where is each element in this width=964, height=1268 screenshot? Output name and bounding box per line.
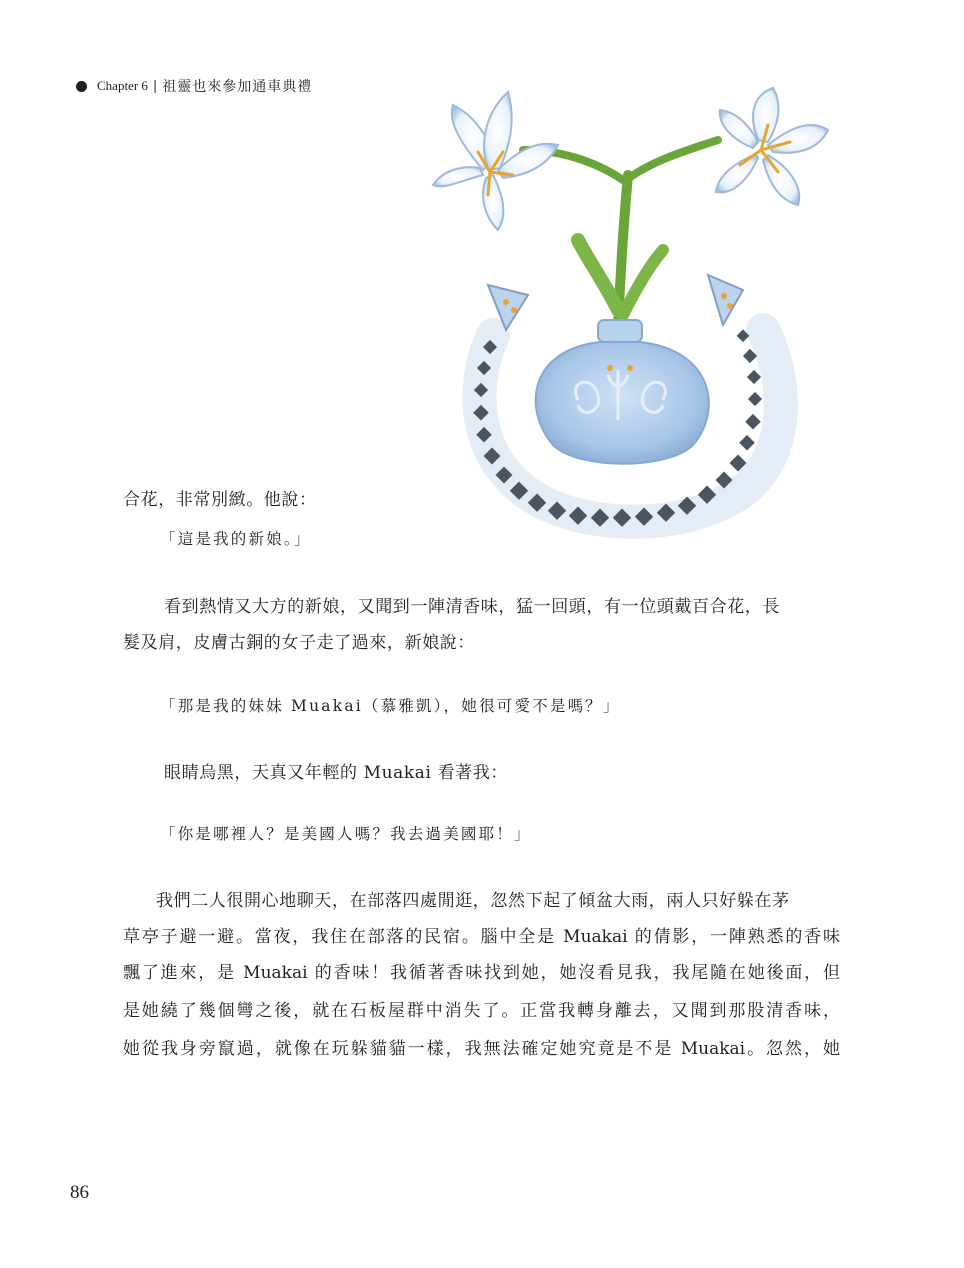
paragraph-line: 她從我身旁竄過，就像在玩躲貓貓一樣，我無法確定她究竟是不是 Muakai。忽然，她 — [123, 1039, 840, 1059]
paragraph-line: 飄了進來，是 Muakai 的香味！我循著香味找到她，她沒看見我，我尾隨在她後面，但 — [123, 963, 840, 983]
left-lily-icon — [433, 92, 558, 230]
paragraph-line: 眼睛烏黑，天真又年輕的 Muakai 看著我： — [164, 763, 508, 783]
paragraph-line: 我們二人很開心地聊天，在部落四處閒逛，忽然下起了傾盆大雨，兩人只好躲在茅 — [156, 891, 790, 911]
bullet-icon — [76, 81, 87, 92]
lily-stems — [523, 140, 718, 330]
right-lily-icon — [716, 88, 828, 205]
paragraph-line: 是她繞了幾個彎之後，就在石板屋群中消失了。正當我轉身離去，又聞到那股清香味， — [123, 1001, 840, 1021]
header-separator: | — [152, 78, 158, 94]
vase-icon — [536, 320, 709, 464]
lily-vase-illustration — [418, 80, 838, 550]
paragraph-line: 髮及肩，皮膚古銅的女子走了過來，新娘說： — [123, 633, 475, 653]
chapter-title: 祖靈也來參加通車典禮 — [162, 79, 313, 95]
running-header — [76, 74, 312, 98]
quote-sister: 「那是我的妹妹 Muakai（慕雅凱），她很可愛不是嗎？」 — [160, 697, 621, 715]
page-number: 86 — [70, 1182, 89, 1203]
chapter-label: Chapter 6 — [97, 78, 148, 93]
paragraph-line: 看到熱情又大方的新娘，又聞到一陣清香味，猛一回頭，有一位頭戴百合花，長 — [164, 597, 780, 617]
paragraph-line: 草亭子避一避。當夜，我住在部落的民宿。腦中全是 Muakai 的倩影，一陣熟悉的香味 — [123, 927, 840, 947]
quote-muakai: 「你是哪裡人？是美國人嗎？我去過美國耶！」 — [160, 825, 532, 843]
quote-bride: 「這是我的新娘。」 — [160, 530, 312, 548]
body-line: 合花，非常別緻。他說： — [123, 490, 317, 510]
